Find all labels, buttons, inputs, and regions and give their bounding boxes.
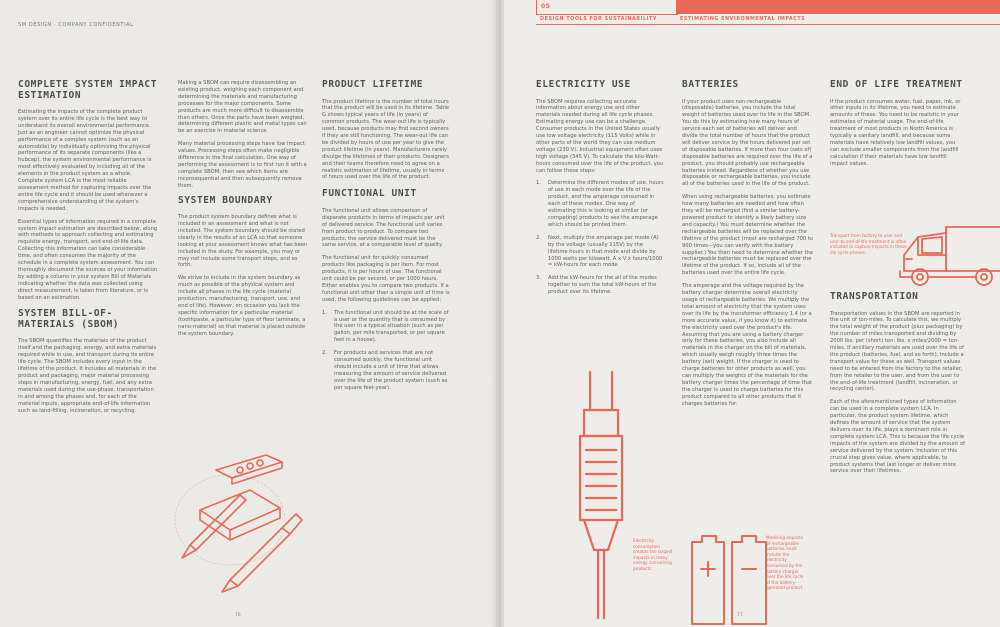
page-number-right: 77: [737, 613, 743, 618]
transport-caption: Transport from factory to user and user to end-of-life treatment is often included to capture impacts in these life cycle phases.: [830, 233, 907, 255]
paragraph: Estimating the impacts of the complete product system over its entire life cycle is the best way to understand its overall environmental performance. Just as an engineer cannot optimize the physical performance of a complex system (such as an automobile) by individually optimizing the physical performance of its separate components (like a hubcap), the system environmental performance is most effectively evaluated by including all of the elements in the product system as a whole. Complete system LCA is the most reliable assessment method for capturing impacts over the entire life cycle and it should be used whenever a comprehensive understanding of the system's impacts is needed.: [18, 109, 152, 212]
column-6: [830, 80, 966, 174]
list-item: 1. The functional unit should be at the scale of a user or the quantity that is consumed by the user in a typical situation (such as per gallon, per mile transported, or per square feet in a house).: [322, 309, 449, 344]
page-number-left: 76: [235, 613, 241, 618]
list-item: 3. Add the kW-hours for the all of the modes together to sum the total kW-hours of the product over its lifetime.: [536, 275, 657, 296]
heading-batteries: BATTERIES: [682, 79, 739, 90]
heading-functional-unit: FUNCTIONAL UNIT: [322, 188, 417, 200]
header-rule: [536, 24, 1000, 25]
paragraph: The product system boundary defines what is included in an assessment and what is not included. The system boundary should be stated clearly in the results of an LCA so that someone looking at your assessment knows what has been included in the study. For example, you may or may not include some transport steps, and so forth.: [178, 214, 308, 269]
column-5: [682, 80, 814, 413]
paragraph: Many material processing steps have low impact values. Processing steps often make negligible difference in the final calculation. One way of performing the assessment is to first run it with a complete SBOM, then see which items are inconsequential and then subsequently remove them.: [178, 141, 307, 189]
column-3: [322, 80, 450, 398]
paragraph: Essential types of information required in a complete system impact estimation are described below, along with methods to approach collecting and estimating requisite energy, transport, and end-of-life data. Collecting this information can take considerable time, and often consumes the majority of the schedule in a complete system assessment. You can thoroughly document the sources of your information by adding a column in your system Bill of Materials indicating whether the data was collected using direct measurement, is taken from literature, or is based on an estimation.: [18, 218, 158, 301]
subsection-title: ESTIMATING ENVIRONMENTAL IMPACTS: [680, 17, 806, 22]
electricity-caption: Electricity consumption creates the largest impacts in many energy consuming products.: [633, 538, 673, 571]
paragraph: Transportation values in the SBOM are reported in the unit of ton-miles. To calculate this, we multiply the total weight of the product (plus packaging) by the number of miles transported and dividing by 2000 lbs. per (short) ton: lbs. x miles/2000 = ton-miles. If ancillary materials are used over the life of the product (batteries, fuel, and so forth), include a transport value for these as well. Transport values need to be entered from the factory to the retailer, from the retailer to the user, and from the user to the end-of-life treatment (landfill, incineration, or recycling center).: [830, 310, 964, 393]
truck-icon: [834, 225, 1000, 290]
heading-complete-system: COMPLETE SYSTEM IMPACT ESTIMATION: [18, 79, 158, 101]
office-supplies-icon: [170, 450, 330, 600]
left-page: [0, 0, 496, 627]
column-2: [178, 80, 308, 344]
heading-sbom: SYSTEM BILL-OF-MATERIALS (SBOM): [18, 308, 120, 330]
batteries-icon: [686, 530, 776, 625]
paragraph: The SBOM quantifies the materials of the product itself and the packaging, energy, and extra materials required while in use, and transport during its entire life cycle. The SBOM includes every input in the lifetime of the product. It includes all materials in the product and packaging, major material processing steps in manufacturing, energy, fuel, and any extra materials used during the use-phase, transportation in and among the phases and, for each of the material inputs, appropriate end-of-life information such as land-filling, incineration, or recycling.: [18, 338, 157, 414]
paragraph: Each of the aforementioned types of information can be used in a complete system LCA. In particular, the product system lifetime, which defines the amount of service that the system delivers over its life, plays a dominant role in complete system LCA. This is because the life cycle impacts of the system are divided by the amount of service delivered by the system. Inclusion of this crucial step gives value, where applicable, to product systems that last longer or deliver more service over their lifetimes.: [830, 399, 965, 475]
list-item: 2. Next, multiply the amperage per mode (A) by the voltage (usually 115V) by the lifetime hours in that mode and divide by 1000 watts per kilowatt. A x V x hours/1000 = kW-hours for each mode: [536, 234, 663, 269]
paragraph: We strive to include in the system boundary as much as possible of the physical system and include all phases in the life cycle (material production, manufacturing, transport, use, and end of life). However, on occasion you lack the specific information for a particular material (toothpaste, a particular type of floor laminate, a nano-material) so that material is placed outside the system boundary.: [178, 275, 306, 337]
heading-transportation: TRANSPORTATION: [830, 291, 919, 302]
section-number: 05: [541, 3, 551, 10]
plug-icon: [562, 370, 642, 620]
list-item: 1. Determine the different modes of use, hours of use in each mode over the life of the product, and the amperage consumed in each of these modes. One way of estimating this is looking at similar (or competing) products to see the amperage which should be printed them.: [536, 180, 664, 228]
batteries-caption: Modeling impacts of rechargeable batteries must include the electricity consumed by the battery charger over the life cycle of the battery-operated product.: [766, 535, 804, 591]
paragraph: When using rechargeable batteries, you estimate how many batteries are needed and how often they will be recharged (find a similar battery-powered product to identify a likely battery size and capacity.) You must determine whether the rechargeable batteries will be replaced over the lifetime of the product (most are recharged 700 to 900 times—you can verify with the battery supplier.) You then need to determine whether the rechargeable batteries must be replaced over the lifetime of the product. If so, include all of the batteries used over the entire life cycle.: [682, 194, 814, 277]
heading-electricity-use: ELECTRICITY USE: [536, 79, 631, 90]
heading-end-of-life: END OF LIFE TREATMENT: [830, 79, 963, 90]
section-number-tab: [536, 0, 678, 15]
right-page: [504, 0, 1000, 627]
paragraph: Making a SBOM can require disassembling an existing product, weighing each component and determining the materials and manufacturing processes for the major components. Some products are much more difficult to disassemble than others. Once the parts have been weighed, determining different plastic and metal types can be an exercise in material science.: [178, 80, 307, 135]
paragraph: The product lifetime is the number of total hours that the product will be used in its lifetime. Table G shows typical years of life (in years) of common products. The wear-out life is typically used, because products may find second owners if they are still functioning. The wear-out life can be divided by hours of use per year to give the product lifetime (in years). Manufacturers rarely divulge the lifetimes of their products. Designers and their teams therefore need to agree on a realistic estimation of lifetime, usually in terms of hours used over the life of the product.: [322, 98, 450, 181]
paragraph: The functional unit allows comparison of disparate products in terms of impacts per unit of delivered service. The functional unit varies from product to product. To compare two products, the service delivered must be the same service, at a comparable level of quality.: [322, 207, 445, 249]
paragraph: The functional unit for quickly consumed products like packaging is per item. For most products, it is per hours of use. The functional unit could be per second, or per 1000 hours. Either enables you to compare two products. If a functional unit other than a simple unit of time is used, the following guidelines can be applied:: [322, 255, 450, 303]
electricity-steps-list: [536, 180, 664, 296]
paragraph: The amperage and the voltage required by the battery charger determine overall electricity usage of rechargeable batteries. We multiply the total amount of electricity that the system uses over its life by the transformer efficiency 1.4 (or a more accurate value, if you know it) to estimate the electricity used over the product's life. Assuming that you are using a battery charger only for these batteries, you also include all materials in the charger on the bill of materials, which usually weigh roughly three times the battery (set) weight. If the charger is used to charge batteries for other products as well, you can multiply the weights of the materials for the battery charger times the percentage of time that the charger is used to charge batteries for this product compared to all other products that it charges batteries for.: [682, 283, 813, 407]
paragraph: If your product uses non-rechargeable (disposable) batteries, you include the total weight of batteries used over its life in the SBOM. You do this by estimating how many hours of service each set of batteries will deliver and divide the total number of hours that the product will deliver service by the hours delivered per set of disposable batteries. If more than four (sets of) disposable batteries are required over the life of a product, you should probably use rechargeable batteries instead. Regardless of whether you use disposable or rechargeable batteries, you include all of the batteries used in the life of the product.: [682, 98, 813, 188]
section-title: DESIGN TOOLS FOR SUSTAINABILITY: [540, 17, 658, 22]
functional-unit-list: [322, 310, 450, 392]
paragraph: The SBOM requires collecting accurate information about energy use and other materials needed during all life cycle phases. Estimating energy use can be a challenge. Consumer products in the United States usually use low voltage electricity (115 Volts) while in other parts of the world they can use medium voltage (230 V). Industrial equipment often uses high voltage (345 V). To calculate the kilo-Watt-hours consumed over the life of the product, you can follow these steps:: [536, 98, 664, 174]
section-color-bar: [676, 0, 1000, 14]
list-item: 2. For products and services that are not consumed quickly, the functional unit should include a unit of time that allows measuring the amount of service delivered over the life of the product system (such as per square feet-year).: [322, 350, 448, 391]
column-4: [536, 80, 664, 302]
column-6-lower: [830, 292, 966, 481]
running-header: SM DESIGN · COMPANY CONFIDENTIAL: [18, 22, 134, 28]
column-1: [18, 80, 158, 420]
paragraph: If the product consumes water, fuel, paper, ink, or other inputs in its lifetime, you need to estimate amounts of these. You need to be realistic in your estimates of material usage. The end-of-life treatment of most products in North America is typically a sanitary landfill, and because some materials have relatively low landfill values, you can exclude smaller components from the landfill calculation if their materials have low landfill impact values.: [830, 98, 961, 167]
heading-system-boundary: SYSTEM BOUNDARY: [178, 194, 273, 206]
heading-product-lifetime: PRODUCT LIFETIME: [322, 79, 424, 90]
